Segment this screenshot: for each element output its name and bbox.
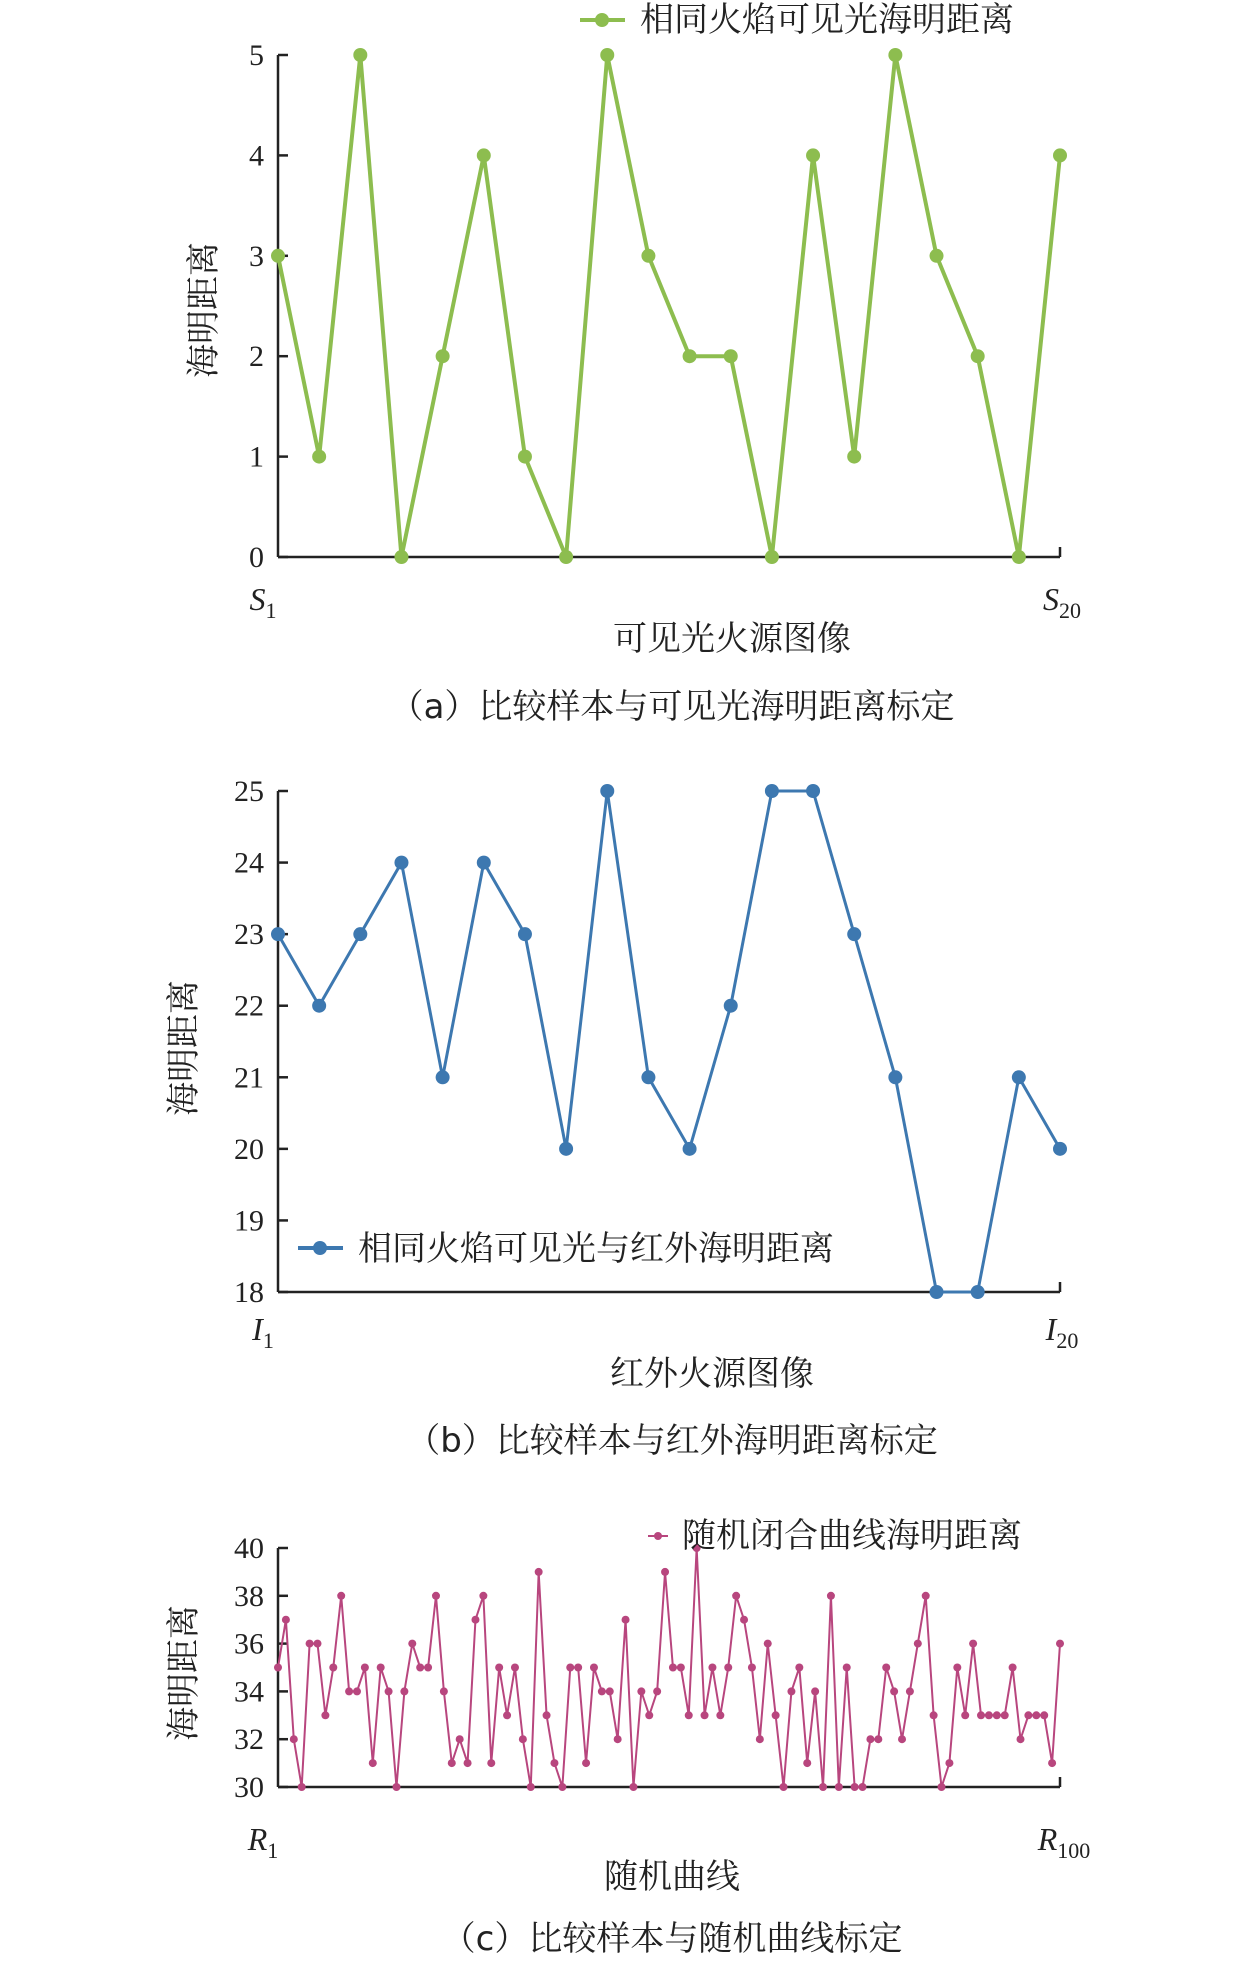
data-point [716, 1711, 724, 1719]
data-point [582, 1759, 590, 1767]
chart-caption: （b）比较样本与红外海明距离标定 [406, 1421, 938, 1461]
y-tick-label: 19 [234, 1204, 264, 1238]
y-tick-label: 2 [249, 340, 264, 374]
data-point [345, 1687, 353, 1695]
data-point [701, 1711, 709, 1719]
y-tick-label: 34 [234, 1675, 264, 1709]
data-point [677, 1664, 685, 1672]
data-point [487, 1759, 495, 1767]
data-point [945, 1759, 953, 1767]
data-point [392, 1783, 400, 1791]
chart-b-svg [0, 740, 1259, 1480]
data-point [606, 1687, 614, 1695]
y-axis-title: 海明距离 [164, 1605, 204, 1741]
data-point [641, 249, 655, 263]
data-point [385, 1687, 393, 1695]
legend [648, 1516, 1022, 1556]
data-point [985, 1711, 993, 1719]
data-point [843, 1664, 851, 1672]
y-tick-label: 5 [249, 39, 264, 72]
data-point [637, 1687, 645, 1695]
x-start-label: $S_1$ [249, 581, 277, 623]
data-point [558, 1783, 566, 1791]
data-point [440, 1687, 448, 1695]
data-point [274, 1664, 282, 1672]
data-point [732, 1592, 740, 1600]
y-tick-label: 24 [234, 846, 264, 880]
data-point [977, 1711, 985, 1719]
data-point [629, 1783, 637, 1791]
legend-label: 相同火焰可见光与红外海明距离 [358, 1229, 834, 1269]
data-point [432, 1592, 440, 1600]
chart-caption: （c）比较样本与随机曲线标定 [441, 1919, 903, 1959]
data-point [780, 1783, 788, 1791]
data-point [765, 784, 779, 798]
y-tick-label: 3 [249, 239, 264, 273]
data-point [835, 1783, 843, 1791]
data-point [448, 1759, 456, 1767]
data-point [271, 927, 285, 941]
x-end-label: $I_{20}$ [1045, 1311, 1079, 1353]
chart-a-svg [0, 0, 1259, 740]
data-point [866, 1735, 874, 1743]
x-axis-title: 可见光火源图像 [613, 619, 851, 659]
data-point [922, 1592, 930, 1600]
y-tick-label: 23 [234, 918, 264, 952]
data-point [519, 1735, 527, 1743]
x-axis-title: 红外火源图像 [610, 1354, 814, 1394]
data-point [1012, 1070, 1026, 1084]
legend-label: 相同火焰可见光海明距离 [640, 0, 1014, 40]
data-point [1056, 1640, 1064, 1648]
data-point [590, 1664, 598, 1672]
data-point [827, 1592, 835, 1600]
data-point [795, 1664, 803, 1672]
data-point [518, 927, 532, 941]
data-point [424, 1664, 432, 1672]
data-point [361, 1664, 369, 1672]
data-point [748, 1664, 756, 1672]
data-point [653, 1687, 661, 1695]
data-point [930, 1285, 944, 1299]
data-point [819, 1783, 827, 1791]
y-tick-label: 30 [234, 1771, 264, 1804]
y-tick-label: 18 [234, 1276, 264, 1309]
y-tick-label: 36 [234, 1627, 264, 1661]
data-point [1009, 1664, 1017, 1672]
data-point [888, 48, 902, 62]
data-point [1053, 1142, 1067, 1156]
y-tick-label: 25 [234, 775, 264, 808]
data-point [271, 249, 285, 263]
data-point [394, 856, 408, 870]
data-point [756, 1735, 764, 1743]
data-point [353, 927, 367, 941]
data-point [765, 550, 779, 564]
data-point [787, 1687, 795, 1695]
y-tick-label: 20 [234, 1132, 264, 1166]
data-point [566, 1664, 574, 1672]
x-end-label: $S_{20}$ [1043, 581, 1081, 623]
chart-panel-c [0, 1480, 1259, 1975]
data-point [847, 927, 861, 941]
data-point [298, 1783, 306, 1791]
data-point [353, 1687, 361, 1695]
data-point [1048, 1759, 1056, 1767]
data-point [938, 1783, 946, 1791]
y-tick-label: 22 [234, 989, 264, 1023]
data-point [312, 999, 326, 1013]
data-point [353, 48, 367, 62]
data-point [400, 1687, 408, 1695]
data-point [550, 1759, 558, 1767]
legend-marker [313, 1241, 327, 1255]
data-point [477, 148, 491, 162]
data-point [559, 550, 573, 564]
data-point [874, 1735, 882, 1743]
data-point [408, 1640, 416, 1648]
data-point [543, 1711, 551, 1719]
data-point [1012, 550, 1026, 564]
data-point [930, 1711, 938, 1719]
data-point [993, 1711, 1001, 1719]
data-point [847, 450, 861, 464]
data-point [1053, 148, 1067, 162]
data-point [282, 1616, 290, 1624]
data-point [888, 1070, 902, 1084]
data-point [740, 1616, 748, 1624]
y-tick-label: 21 [234, 1061, 264, 1095]
data-point [1017, 1735, 1025, 1743]
data-point [394, 550, 408, 564]
x-start-label: $I_1$ [252, 1311, 274, 1353]
data-point [930, 249, 944, 263]
data-point [614, 1735, 622, 1743]
data-point [953, 1664, 961, 1672]
y-tick-label: 1 [249, 440, 264, 474]
chart-caption: （a）比较样本与可见光海明距离标定 [389, 687, 955, 727]
data-point [906, 1687, 914, 1695]
data-point [436, 349, 450, 363]
data-point [622, 1616, 630, 1624]
data-point [503, 1711, 511, 1719]
data-point [495, 1664, 503, 1672]
y-tick-label: 4 [249, 139, 264, 173]
legend-marker [654, 1532, 662, 1540]
data-point [306, 1640, 314, 1648]
y-tick-label: 0 [249, 541, 264, 574]
chart-panel-b [0, 740, 1259, 1480]
data-point [708, 1664, 716, 1672]
data-point [803, 1759, 811, 1767]
data-point [456, 1735, 464, 1743]
data-point [890, 1687, 898, 1695]
data-point [416, 1664, 424, 1672]
data-point [641, 1070, 655, 1084]
data-point [313, 1640, 321, 1648]
data-point [600, 784, 614, 798]
data-point [479, 1592, 487, 1600]
data-point [683, 349, 697, 363]
data-point [806, 148, 820, 162]
data-point [724, 999, 738, 1013]
data-point [683, 1142, 697, 1156]
data-point [669, 1664, 677, 1672]
data-point [600, 48, 614, 62]
data-point [1024, 1711, 1032, 1719]
data-point [685, 1711, 693, 1719]
data-point [559, 1142, 573, 1156]
legend [580, 0, 1014, 40]
data-point [1032, 1711, 1040, 1719]
data-point [898, 1735, 906, 1743]
data-point [471, 1616, 479, 1624]
y-tick-label: 40 [234, 1532, 264, 1565]
data-point [971, 349, 985, 363]
data-point [806, 784, 820, 798]
legend [298, 1229, 834, 1269]
data-point [477, 856, 491, 870]
data-point [321, 1711, 329, 1719]
data-point [518, 450, 532, 464]
legend-label: 随机闭合曲线海明距离 [682, 1516, 1022, 1556]
data-point [337, 1592, 345, 1600]
chart-panel-a [0, 0, 1259, 740]
data-point [772, 1711, 780, 1719]
data-point [535, 1568, 543, 1576]
data-point [645, 1711, 653, 1719]
data-point [290, 1735, 298, 1743]
data-point [811, 1687, 819, 1695]
x-start-label: $R_1$ [247, 1821, 279, 1863]
data-point [369, 1759, 377, 1767]
data-point [1001, 1711, 1009, 1719]
data-point [464, 1759, 472, 1767]
series-line [278, 55, 1060, 557]
data-point [859, 1783, 867, 1791]
legend-marker [595, 13, 609, 27]
y-tick-label: 38 [234, 1579, 264, 1613]
data-point [574, 1664, 582, 1672]
y-tick-label: 32 [234, 1723, 264, 1757]
x-axis-title: 随机曲线 [604, 1857, 740, 1897]
data-point [598, 1687, 606, 1695]
data-point [1040, 1711, 1048, 1719]
y-axis-title: 海明距离 [164, 980, 204, 1116]
data-point [527, 1783, 535, 1791]
data-point [971, 1285, 985, 1299]
data-point [661, 1568, 669, 1576]
data-point [377, 1664, 385, 1672]
data-point [724, 349, 738, 363]
series-line [278, 791, 1060, 1292]
data-point [961, 1711, 969, 1719]
chart-c-svg [0, 1480, 1259, 1975]
data-point [764, 1640, 772, 1648]
data-point [914, 1640, 922, 1648]
data-point [329, 1664, 337, 1672]
data-point [851, 1783, 859, 1791]
y-axis-title: 海明距离 [184, 242, 224, 378]
data-point [724, 1664, 732, 1672]
data-point [511, 1664, 519, 1672]
data-point [436, 1070, 450, 1084]
x-end-label: $R_{100}$ [1037, 1821, 1091, 1863]
data-point [312, 450, 326, 464]
data-point [882, 1664, 890, 1672]
data-point [969, 1640, 977, 1648]
